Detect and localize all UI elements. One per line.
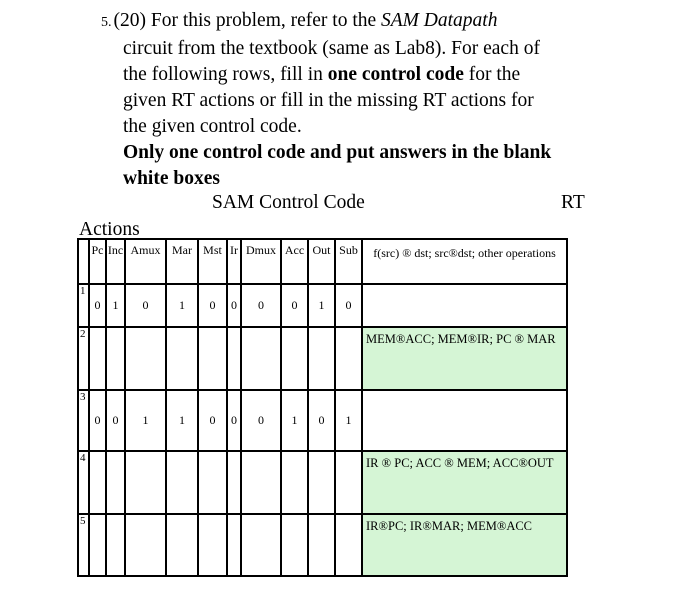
code-cell: 0	[227, 284, 241, 327]
code-cell: 0	[106, 390, 125, 451]
code-answer-cell[interactable]	[241, 451, 281, 514]
index-header	[78, 239, 89, 284]
row-index: 3	[78, 390, 89, 451]
code-answer-cell[interactable]	[241, 327, 281, 390]
code-answer-cell[interactable]	[166, 451, 198, 514]
actions-heading: Actions	[79, 219, 140, 240]
row-index: 5	[78, 514, 89, 576]
code-answer-cell[interactable]	[166, 514, 198, 576]
code-cell: 0	[227, 390, 241, 451]
code-cell: 1	[335, 390, 362, 451]
code-cell: 0	[281, 284, 308, 327]
col-header-out: Out	[308, 239, 335, 284]
code-answer-cell[interactable]	[125, 514, 166, 576]
problem-number: 5.	[101, 15, 112, 30]
control-code-table	[77, 238, 568, 577]
line3-post: for the	[463, 64, 521, 85]
table-row	[78, 514, 567, 576]
row-index: 4	[78, 451, 89, 514]
table-row	[78, 284, 567, 327]
col-header-ir: Ir	[227, 239, 241, 284]
col-header-dmux: Dmux	[241, 239, 281, 284]
problem-line-4: given RT actions or fill in the missing RT actions for	[123, 90, 534, 111]
code-answer-cell[interactable]	[198, 327, 227, 390]
rt-column-header: f(src) ® dst; src®dst; other operations	[362, 239, 567, 284]
code-cell: 1	[281, 390, 308, 451]
table-row	[78, 451, 567, 514]
code-answer-cell[interactable]	[227, 514, 241, 576]
problem-intro: (20) For this problem, refer to the	[113, 10, 382, 31]
code-answer-cell[interactable]	[308, 514, 335, 576]
problem-line-5: the given control code.	[123, 116, 302, 137]
line3-pre: the following rows, fill in	[123, 64, 328, 85]
code-answer-cell[interactable]	[89, 514, 106, 576]
code-answer-cell[interactable]	[198, 451, 227, 514]
code-cell: 0	[125, 284, 166, 327]
code-answer-cell[interactable]	[335, 514, 362, 576]
col-header-inc: Inc	[106, 239, 125, 284]
code-answer-cell[interactable]	[106, 514, 125, 576]
col-header-pc: Pc	[89, 239, 106, 284]
table-row	[78, 327, 567, 390]
code-cell: 1	[166, 390, 198, 451]
code-cell: 0	[241, 390, 281, 451]
code-cell: 0	[335, 284, 362, 327]
code-cell: 1	[106, 284, 125, 327]
code-answer-cell[interactable]	[89, 327, 106, 390]
col-header-acc: Acc	[281, 239, 308, 284]
col-header-amux: Amux	[125, 239, 166, 284]
code-answer-cell[interactable]	[125, 327, 166, 390]
code-answer-cell[interactable]	[198, 514, 227, 576]
rt-given-cell: IR®PC; IR®MAR; MEM®ACC	[362, 514, 567, 576]
instruction-line-1: Only one control code and put answers in the blank	[123, 142, 552, 163]
line3-bold: one control code	[327, 64, 464, 85]
code-answer-cell[interactable]	[227, 327, 241, 390]
code-cell: 1	[166, 284, 198, 327]
code-answer-cell[interactable]	[281, 327, 308, 390]
rt-heading: RT	[561, 192, 585, 213]
col-header-sub: Sub	[335, 239, 362, 284]
code-cell: 1	[125, 390, 166, 451]
col-header-mst: Mst	[198, 239, 227, 284]
code-answer-cell[interactable]	[166, 327, 198, 390]
problem-text	[101, 8, 661, 192]
code-answer-cell[interactable]	[125, 451, 166, 514]
code-cell: 0	[241, 284, 281, 327]
table-row	[78, 390, 567, 451]
problem-line-1	[101, 8, 661, 36]
code-answer-cell[interactable]	[106, 327, 125, 390]
code-answer-cell[interactable]	[89, 451, 106, 514]
rt-answer-cell[interactable]	[362, 390, 567, 451]
code-cell: 0	[89, 390, 106, 451]
row-index: 1	[78, 284, 89, 327]
rt-given-cell: IR ® PC; ACC ® MEM; ACC®OUT	[362, 451, 567, 514]
code-cell: 0	[198, 284, 227, 327]
code-answer-cell[interactable]	[106, 451, 125, 514]
control-code-heading: SAM Control Code	[212, 192, 365, 213]
code-answer-cell[interactable]	[281, 451, 308, 514]
instruction-line-2: white boxes	[123, 168, 220, 189]
table-header-row	[78, 239, 567, 284]
code-answer-cell[interactable]	[308, 451, 335, 514]
rt-given-cell: MEM®ACC; MEM®IR; PC ® MAR	[362, 327, 567, 390]
code-answer-cell[interactable]	[335, 327, 362, 390]
code-answer-cell[interactable]	[227, 451, 241, 514]
problem-line-2: circuit from the textbook (same as Lab8). For each of	[123, 38, 540, 59]
code-answer-cell[interactable]	[308, 327, 335, 390]
rt-answer-cell[interactable]	[362, 284, 567, 327]
code-answer-cell[interactable]	[281, 514, 308, 576]
code-answer-cell[interactable]	[241, 514, 281, 576]
code-cell: 0	[198, 390, 227, 451]
row-index: 2	[78, 327, 89, 390]
datapath-reference: SAM Datapath	[381, 10, 498, 31]
problem-line-3	[101, 62, 661, 88]
code-cell: 1	[308, 284, 335, 327]
code-answer-cell[interactable]	[335, 451, 362, 514]
col-header-mar: Mar	[166, 239, 198, 284]
code-cell: 0	[308, 390, 335, 451]
code-cell: 0	[89, 284, 106, 327]
